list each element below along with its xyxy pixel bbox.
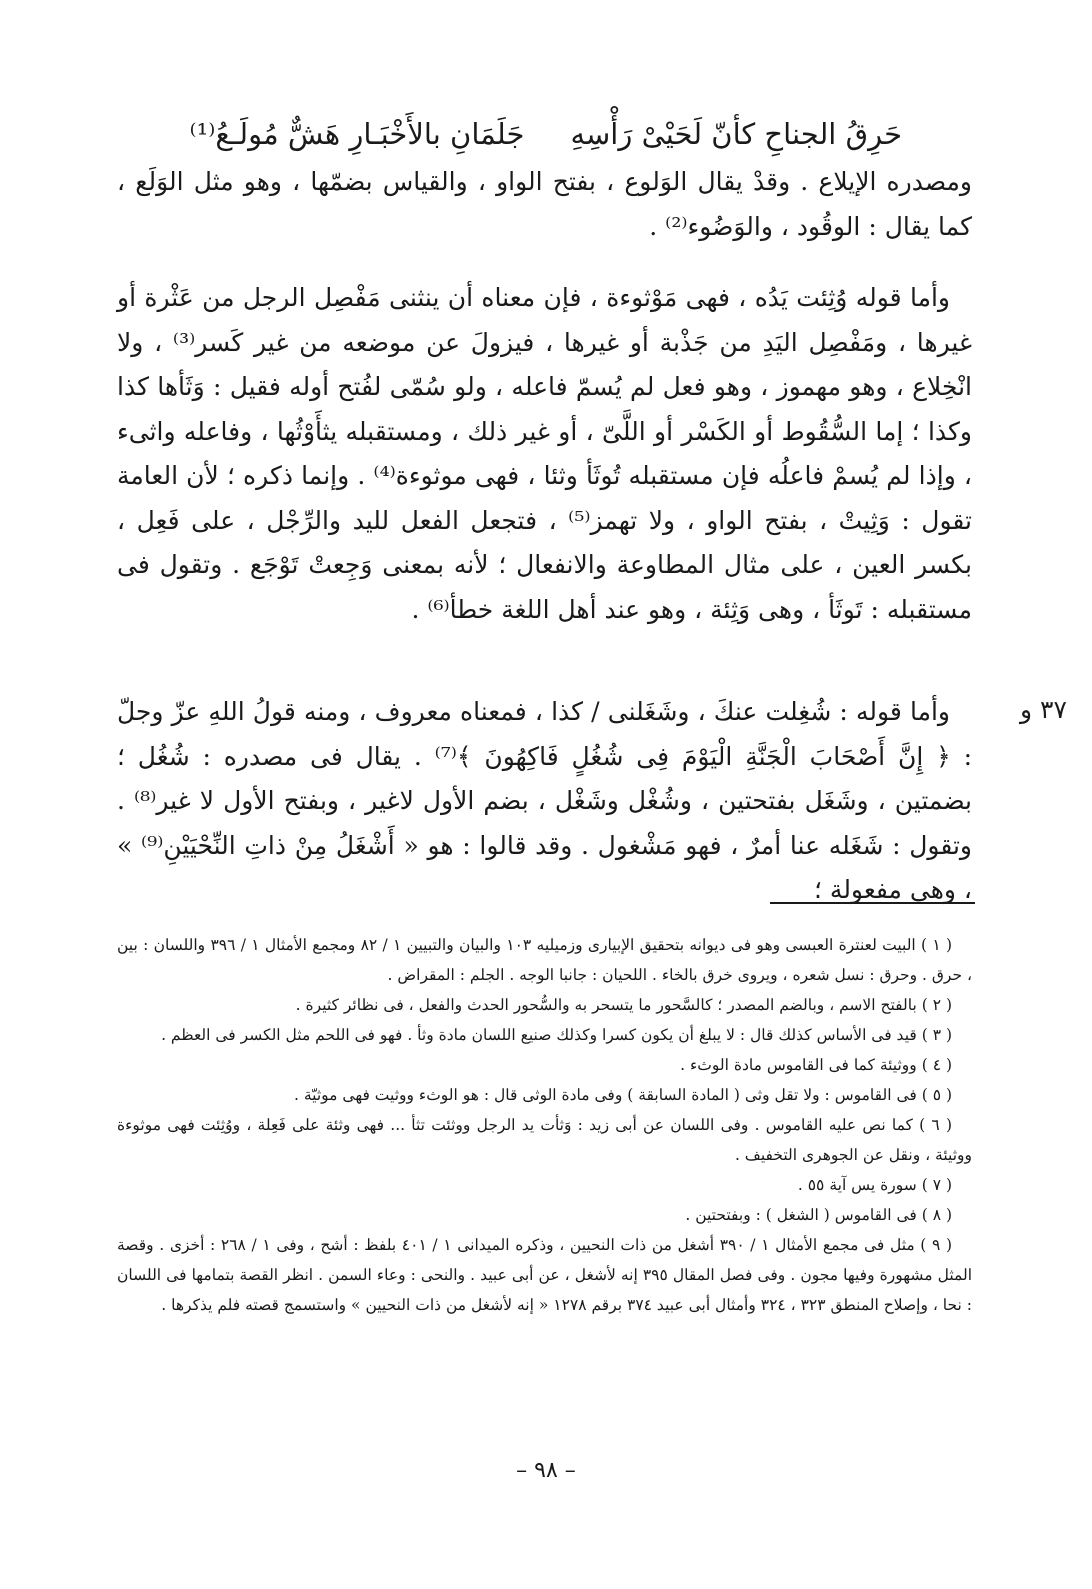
paragraph-2: وأما قوله وُثِئت يَدُه ، فهى مَوْثوءة ، فإن معناه أن ينثنى مَفْصِل الرجل من عَثْرة أو غيرها ، ومَفْصِل اليَدِ من جَذْبة أو غيرها ، فيزولَ عن موضعه من غير كَسر⁽³⁾ ، ولا انْخِلاع ، وهو مهموز ، وهو فعل لم يُسمّ فاعله ، ولو سُمّى لفُتح أوله فقيل : وَثَأها كذا وكذا ؛ إما السُّقُوط أو الكَسْر أو اللَّىّ ، أو غير ذلك ، ومستقبله يثأَوْثُها ، وفاعله واثىء ، وإذا لم يُسمْ فاعلُه فإن مستقبله تُوثَأ وثئا ، فهى موثوءة⁽⁴⁾ . وإنما ذكره ؛ لأن العامة تقول : وَثِيتْ ، بفتح الواو ، ولا تهمز⁽⁵⁾ ، فتجعل الفعل لليد والرِّجْل ، على فَعِل ، بكسر العين ، على مثال المطاوعة والانفعال ؛ لأنه بمعنى وَجِعتْ تَوْجَع . وتقول فى مستقبله : تَوثَأ ، وهى وَثِئة ، وهو عند أهل اللغة خطأ⁽⁶⁾ . (117, 283, 973, 624)
footnote-6: ( ٦ ) كما نص عليه القاموس . وفى اللسان عن أبى زيد : وَثأت يد الرجل ووثئت تثأ ... فهى وثئة على فَعِلة ، ووُثِئت فهى موثوءة ووثيئة ، ونقل عن الجوهرى التخفيف . (117, 1116, 972, 1164)
footnote-5: ( ٥ ) فى القاموس : ولا تقل وثى ( المادة السابقة ) وفى مادة الوثى قال : هو الوثء ووثيت فهى موثيّة . (294, 1086, 952, 1104)
paragraph-3: وأما قوله : شُغِلت عنكَ ، وشَغَلنى / كذا ، فمعناه معروف ، ومنه قولُ اللهِ عزّ وجلّ : ﴿ إِنَّ أَصْحَابَ الْجَنَّةِ الْيَوْمَ فِى شُغُلٍ فَاكِهُونَ ﴾⁽⁷⁾ . يقال فى مصدره : شُغُل ؛ بضمتين ، وشَغَل بفتحتين ، وشُغْل وشَغْل ، بضم الأول لاغير ، وبفتح الأول لا غير⁽⁸⁾ . وتقول : شَغَله عنا أمرٌ ، فهو مَشْغول . وقد قالوا : هو « أَشْغَلُ مِنْ ذاتِ النِّحْيَيْنِ⁽⁹⁾ » ، وهى مفعولة ؛ (117, 697, 973, 904)
poetry-verse (182, 112, 902, 156)
paragraph-1: ومصدره الإيلاع . وقدْ يقال الوَلوع ، بفتح الواو ، والقياس بضمّها ، وهو مثل الوَلَع ، كما يقال : الوقُود ، والوَضُوء⁽²⁾ . (117, 167, 972, 241)
verse-first-hemistich: حَرِقُ الجناحِ كأنّ لَحَيْىْ رَأْسِهِ (570, 117, 902, 151)
manuscript-folio-marker: ٣٧ و (1020, 695, 1067, 724)
footnote-9: ( ٩ ) مثل فى مجمع الأمثال ١ / ٣٩٠ أشغل من ذات النحيين ، وذكره الميدانى ١ / ٤٠١ بلفظ : أشح ، وفى ١ / ٢٦٨ : أخزى . وقصة المثل مشهورة وفيها مجون . وفى فصل المقال ٣٩٥ إنه لأشغل ، عن أبى عبيد . والنحى : وعاء السمن . انظر القصة بتمامها فى اللسان : نحا ، وإصلاح المنطق ٣٢٣ ، ٣٢٤ وأمثال أبى عبيد ٣٧٤ برقم ١٢٧٨ « إنه لأشغل من ذات النحيين » واستسمج قصته فلم يذكرها . (117, 1236, 972, 1314)
footnote-2: ( ٢ ) بالفتح الاسم ، وبالضم المصدر ؛ كالسَّحور ما يتسحر به والسُّحور الحدث والفعل ، فى نظائر كثيرة . (295, 996, 952, 1014)
footnote-separator (770, 902, 975, 904)
footnote-1: ( ١ ) البيت لعنترة العبسى وهو فى ديوانه بتحقيق الإبيارى وزميليه ١٠٣ والبيان والتبيين ١ / ٨٢ ومجمع الأمثال ١ / ٣٩٦ واللسان : بين ، حرق . وحرق : نسل شعره ، ويروى خرق بالخاء . اللحيان : جانبا الوجه . الجلم : المقراض . (117, 936, 972, 984)
verse-second-hemistich: جَلَمَانِ بالأَخْبَـارِ هَشٌّ مُولَـعُ⁽¹⁾ (189, 117, 525, 151)
footnote-4: ( ٤ ) ووثيئة كما فى القاموس مادة الوثء . (680, 1056, 952, 1074)
footnote-8: ( ٨ ) فى القاموس ( الشغل ) : وبفتحتين . (685, 1206, 952, 1224)
footnote-7: ( ٧ ) سورة يس آية ٥٥ . (797, 1176, 952, 1194)
footnote-3: ( ٣ ) قيد فى الأساس كذلك قال : لا يبلغ أن يكون كسرا وكذلك صنيع اللسان مادة وثأ . فهو فى اللحم مثل الكسر فى العظم . (161, 1026, 952, 1044)
footnotes-section (117, 930, 972, 1320)
page-number: – ٩٨ – (516, 1458, 576, 1483)
